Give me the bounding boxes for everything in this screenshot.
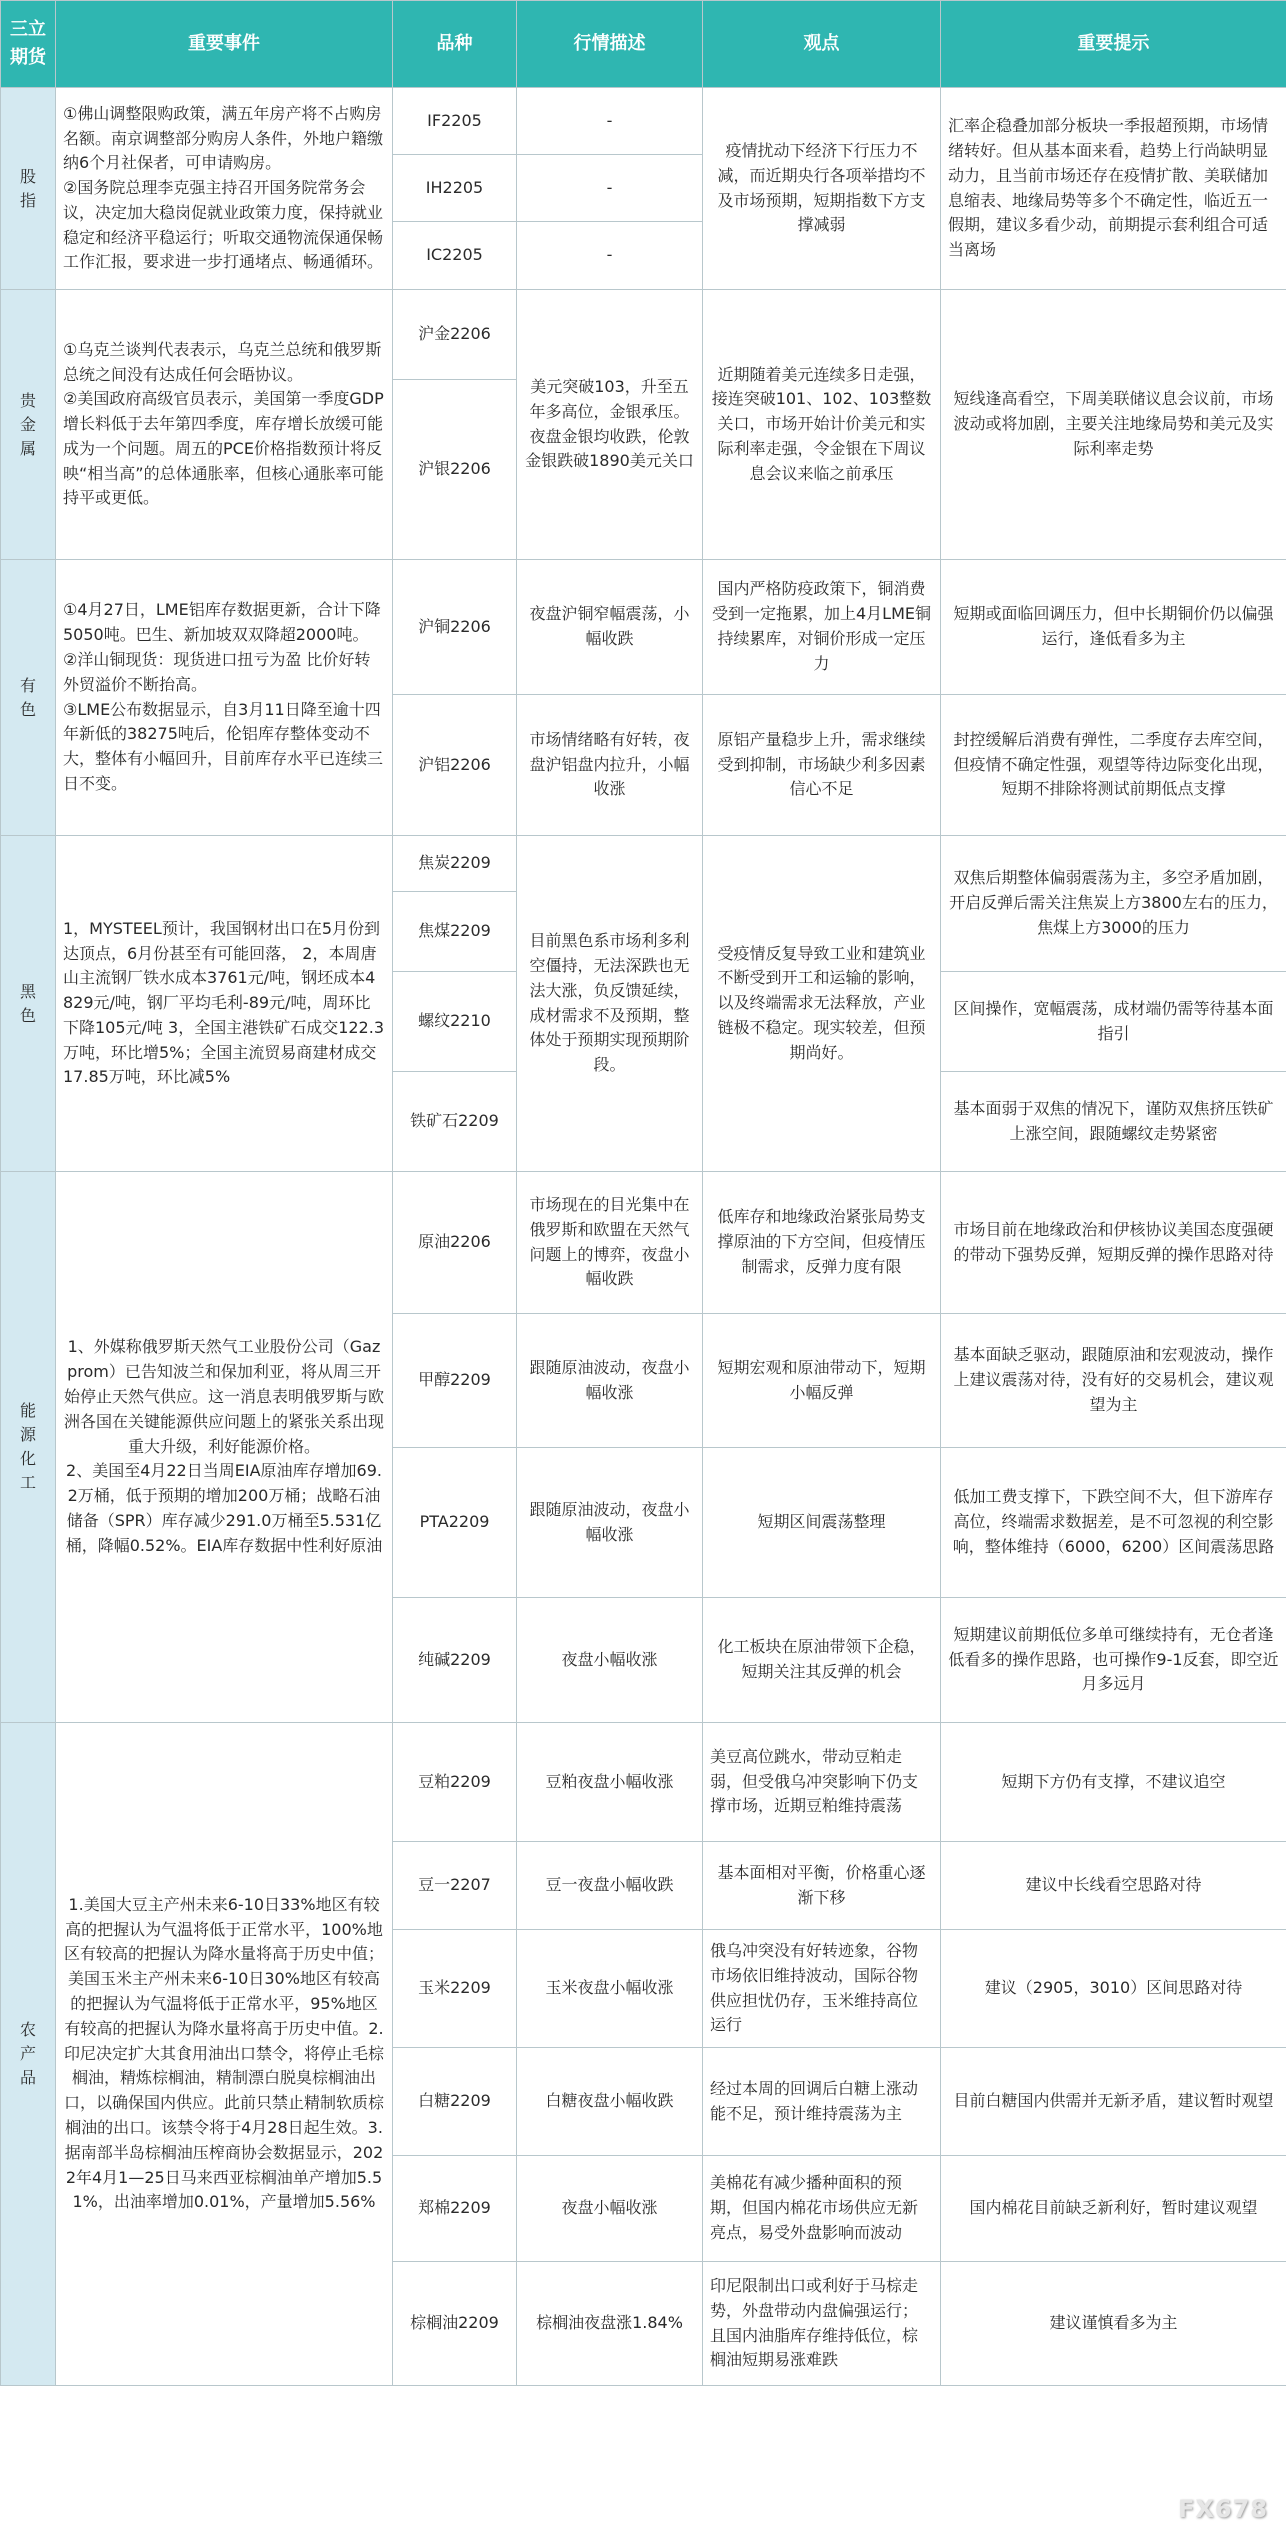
view-corn2209: 俄乌冲突没有好转迹象，谷物市场依旧维持波动，国际谷物供应担忧仍存，玉米维持高位运行	[703, 1930, 941, 2048]
variety-pta2209: PTA2209	[393, 1448, 517, 1598]
table-row	[1, 1172, 1286, 1314]
view-pta2209: 短期区间震荡整理	[703, 1448, 941, 1598]
tips-methanol2209: 基本面缺乏驱动，跟随原油和宏观波动，操作上建议震荡对待，没有好的交易机会，建议观望为主	[941, 1314, 1286, 1448]
view-methanol2209: 短期宏观和原油带动下，短期小幅反弹	[703, 1314, 941, 1448]
market-ferrous: 目前黑色系市场利多利空僵持，无法深跌也无法大涨，负反馈延续，成材需求不及预期，整体处于预期实现预期阶段。	[517, 836, 703, 1172]
events-energy-chem: 1、外媒称俄罗斯天然气工业股份公司（Gazprom）已告知波兰和保加利亚，将从周三开始停止天然气供应。这一消息表明俄罗斯与欧洲各国在关键能源供应问题上的紧张关系出现重大升级，利好能源价格。 2、美国至4月22日当周EIA原油库存增加69.2万桶，低于预期的增加200万桶；战略石油储备（SPR）库存减少291.0万桶至5.531亿桶，降幅0.52%。EIA库存数据中性利好原油	[56, 1172, 393, 1723]
variety-cokingcoal2209: 焦煤2209	[393, 892, 517, 972]
tips-pta2209: 低加工费支撑下，下跌空间不大，但下游库存高位，终端需求数据差，是不可忽视的利空影响，整体维持（6000，6200）区间震荡思路	[941, 1448, 1286, 1598]
header-variety: 品种	[393, 1, 517, 88]
variety-crude2206: 原油2206	[393, 1172, 517, 1314]
tips-sugar2209: 目前白糖国内供需并无新矛盾，建议暂时观望	[941, 2048, 1286, 2156]
variety-cotton2209: 郑棉2209	[393, 2156, 517, 2262]
market-crude2206: 市场现在的目光集中在俄罗斯和欧盟在天然气问题上的博弈，夜盘小幅收跌	[517, 1172, 703, 1314]
tips-crude2206: 市场目前在地缘政治和伊核协议美国态度强硬的带动下强势反弹，短期反弹的操作思路对待	[941, 1172, 1286, 1314]
header-company: 三立 期货	[1, 1, 56, 88]
variety-copper2206: 沪铜2206	[393, 560, 517, 695]
tips-copper2206: 短期或面临回调压力，但中长期铜价仍以偏强运行，逢低看多为主	[941, 560, 1286, 695]
view-crude2206: 低库存和地缘政治紧张局势支撑原油的下方空间，但疫情压制需求，反弹力度有限	[703, 1172, 941, 1314]
events-stock-index: ①佛山调整限购政策，满五年房产将不占购房名额。南京调整部分购房人条件，外地户籍缴纳6个月社保者，可申请购房。 ②国务院总理李克强主持召开国务院常务会议，决定加大稳岗促就业政策力度，保持就业稳定和经济平稳运行；听取交通物流保通保畅工作汇报，要求进一步打通堵点、畅通循环。	[56, 88, 393, 290]
view-soymeal2209: 美豆高位跳水，带动豆粕走弱，但受俄乌冲突影响下仍支撑市场，近期豆粕维持震荡	[703, 1723, 941, 1842]
category-nonferrous: 有色	[1, 560, 56, 836]
tips-corn2209: 建议（2905，3010）区间思路对待	[941, 1930, 1286, 2048]
header-tips: 重要提示	[941, 1, 1286, 88]
variety-sugar2209: 白糖2209	[393, 2048, 517, 2156]
market-pta2209: 跟随原油波动，夜盘小幅收涨	[517, 1448, 703, 1598]
market-if2205: -	[517, 88, 703, 155]
events-ferrous: 1，MYSTEEL预计，我国钢材出口在5月份到达顶点，6月份甚至有可能回落， 2，本周唐山主流钢厂铁水成本3761元/吨，钢坯成本4829元/吨，钢厂平均毛利-89元/吨，周环比下降105元/吨 3，全国主港铁矿石成交122.3万吨，环比增5%；全国主流贸易商建材成交17.85万吨，环比减5%	[56, 836, 393, 1172]
category-energy-chem: 能源化工	[1, 1172, 56, 1723]
view-sugar2209: 经过本周的回调后白糖上涨动能不足，预计维持震荡为主	[703, 2048, 941, 2156]
variety-rebar2210: 螺纹2210	[393, 972, 517, 1072]
market-sugar2209: 白糖夜盘小幅收跌	[517, 2048, 703, 2156]
tips-stock-index: 汇率企稳叠加部分板块一季报超预期，市场情绪转好。但从基本面来看，趋势上行尚缺明显动力，且当前市场还存在疫情扩散、美联储加息缩表、地缘局势等多个不确定性，临近五一假期，建议多看少动，前期提示套利组合可适当离场	[941, 88, 1286, 290]
events-nonferrous: ①4月27日，LME铝库存数据更新，合计下降5050吨。巴生、新加坡双双降超2000吨。 ②洋山铜现货：现货进口扭亏为盈 比价好转外贸溢价不断抬高。 ③LME公布数据显示，自3月11日降至逾十四年新低的38275吨后，伦铝库存整体变动不大，整体有小幅回升，目前库存水平已连续三日不变。	[56, 560, 393, 836]
view-sodaash2209: 化工板块在原油带领下企稳，短期关注其反弹的机会	[703, 1598, 941, 1723]
variety-ih2205: IH2205	[393, 155, 517, 222]
events-precious-metals: ①乌克兰谈判代表表示，乌克兰总统和俄罗斯总统之间没有达成任何会晤协议。 ②美国政府高级官员表示，美国第一季度GDP增长料低于去年第四季度，库存增长放缓可能成为一个问题。周五的PCE价格指数预计将反映“相当高”的总体通胀率，但核心通胀率可能持平或更低。	[56, 290, 393, 560]
view-palmoil2209: 印尼限制出口或利好于马棕走势，外盘带动内盘偏强运行；且国内油脂库存维持低位，棕榈油短期易涨难跌	[703, 2262, 941, 2386]
view-aluminum2206: 原铝产量稳步上升，需求继续受到抑制，市场缺少利多因素信心不足	[703, 695, 941, 836]
tips-coke-cokingcoal: 双焦后期整体偏弱震荡为主，多空矛盾加剧，开启反弹后需关注焦炭上方3800左右的压力，焦煤上方3000的压力	[941, 836, 1286, 972]
events-agriculture: 1.美国大豆主产州未来6-10日33%地区有较高的把握认为气温将低于正常水平，100%地区有较高的把握认为降水量将高于历史中值；美国玉米主产州未来6-10日30%地区有较高的把握认为气温将低于正常水平，95%地区有较高的把握认为降水量将高于历史中值。2.印尼决定扩大其食用油出口禁令，将停止毛棕榈油，精炼棕榈油，精制漂白脱臭棕榈油出口，以确保国内供应。此前只禁止精制软质棕榈油的出口。该禁令将于4月28日起生效。3.据南部半岛棕榈油压榨商协会数据显示，2022年4月1—25日马来西亚棕榈油单产增加5.51%，出油率增加0.01%，产量增加5.56%	[56, 1723, 393, 2386]
tips-soymeal2209: 短期下方仍有支撑，不建议追空	[941, 1723, 1286, 1842]
variety-corn2209: 玉米2209	[393, 1930, 517, 2048]
view-copper2206: 国内严格防疫政策下，铜消费受到一定拖累，加上4月LME铜持续累库，对铜价形成一定压力	[703, 560, 941, 695]
market-palmoil2209: 棕榈油夜盘涨1.84%	[517, 2262, 703, 2386]
tips-ironore2209: 基本面弱于双焦的情况下，谨防双焦挤压铁矿上涨空间，跟随螺纹走势紧密	[941, 1072, 1286, 1172]
watermark-logo: FX678	[1178, 2495, 1268, 2523]
category-stock-index: 股指	[1, 88, 56, 290]
variety-silver2206: 沪银2206	[393, 380, 517, 560]
view-precious-metals: 近期随着美元连续多日走强，接连突破101、102、103整数关口，市场开始计价美元和实际利率走强，令金银在下周议息会议来临之前承压	[703, 290, 941, 560]
category-precious-metals: 贵金属	[1, 290, 56, 560]
view-cotton2209: 美棉花有减少播种面积的预期，但国内棉花市场供应无新亮点，易受外盘影响而波动	[703, 2156, 941, 2262]
category-agriculture: 农产品	[1, 1723, 56, 2386]
market-methanol2209: 跟随原油波动，夜盘小幅收涨	[517, 1314, 703, 1448]
market-soymeal2209: 豆粕夜盘小幅收涨	[517, 1723, 703, 1842]
market-corn2209: 玉米夜盘小幅收涨	[517, 1930, 703, 2048]
market-copper2206: 夜盘沪铜窄幅震荡，小幅收跌	[517, 560, 703, 695]
view-stock-index: 疫情扰动下经济下行压力不减，而近期央行各项举措均不及市场预期，短期指数下方支撑减弱	[703, 88, 941, 290]
table-row	[1, 836, 1286, 892]
market-sodaash2209: 夜盘小幅收涨	[517, 1598, 703, 1723]
variety-soybean2207: 豆一2207	[393, 1842, 517, 1930]
table-row	[1, 560, 1286, 695]
tips-cotton2209: 国内棉花目前缺乏新利好，暂时建议观望	[941, 2156, 1286, 2262]
tips-sodaash2209: 短期建议前期低位多单可继续持有，无仓者逢低看多的操作思路，也可操作9-1反套，即空近月多远月	[941, 1598, 1286, 1723]
variety-methanol2209: 甲醇2209	[393, 1314, 517, 1448]
variety-coke2209: 焦炭2209	[393, 836, 517, 892]
variety-gold2206: 沪金2206	[393, 290, 517, 380]
market-cotton2209: 夜盘小幅收涨	[517, 2156, 703, 2262]
tips-palmoil2209: 建议谨慎看多为主	[941, 2262, 1286, 2386]
view-ferrous: 受疫情反复导致工业和建筑业不断受到开工和运输的影响，以及终端需求无法释放，产业链极不稳定。现实较差，但预期尚好。	[703, 836, 941, 1172]
table-row	[1, 88, 1286, 155]
table-row	[1, 290, 1286, 380]
market-precious-metals: 美元突破103，升至五年多高位，金银承压。夜盘金银均收跌，伦敦金银跌破1890美元关口	[517, 290, 703, 560]
variety-if2205: IF2205	[393, 88, 517, 155]
table-row	[1, 1723, 1286, 1842]
header-events: 重要事件	[56, 1, 393, 88]
variety-soymeal2209: 豆粕2209	[393, 1723, 517, 1842]
variety-sodaash2209: 纯碱2209	[393, 1598, 517, 1723]
market-ih2205: -	[517, 155, 703, 222]
market-soybean2207: 豆一夜盘小幅收跌	[517, 1842, 703, 1930]
header-market: 行情描述	[517, 1, 703, 88]
variety-aluminum2206: 沪铝2206	[393, 695, 517, 836]
header-view: 观点	[703, 1, 941, 88]
view-soybean2207: 基本面相对平衡，价格重心逐渐下移	[703, 1842, 941, 1930]
tips-rebar2210: 区间操作，宽幅震荡，成材端仍需等待基本面指引	[941, 972, 1286, 1072]
tips-precious-metals: 短线逢高看空，下周美联储议息会议前，市场波动或将加剧，主要关注地缘局势和美元及实际利率走势	[941, 290, 1286, 560]
variety-ic2205: IC2205	[393, 222, 517, 290]
category-ferrous: 黑色	[1, 836, 56, 1172]
market-ic2205: -	[517, 222, 703, 290]
tips-soybean2207: 建议中长线看空思路对待	[941, 1842, 1286, 1930]
variety-palmoil2209: 棕榈油2209	[393, 2262, 517, 2386]
variety-ironore2209: 铁矿石2209	[393, 1072, 517, 1172]
market-aluminum2206: 市场情绪略有好转，夜盘沪铝盘内拉升，小幅收涨	[517, 695, 703, 836]
tips-aluminum2206: 封控缓解后消费有弹性，二季度存去库空间，但疫情不确定性强，观望等待边际变化出现，短期不排除将测试前期低点支撑	[941, 695, 1286, 836]
header-row	[1, 1, 1286, 88]
